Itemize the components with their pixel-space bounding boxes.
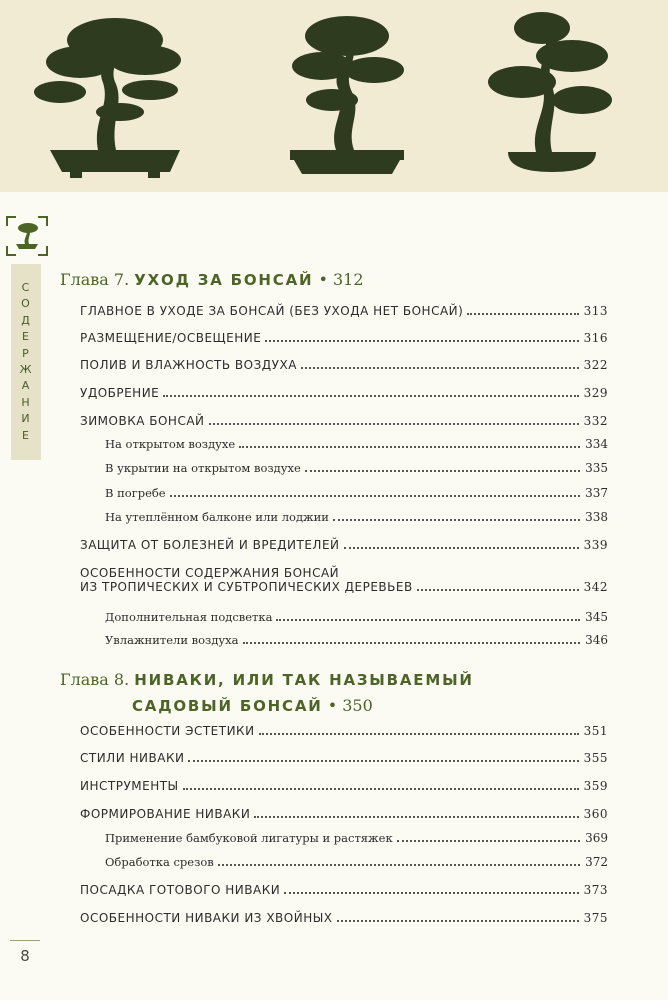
toc-entry <box>80 779 608 793</box>
toc-entry-title: В погребе <box>105 486 166 500</box>
toc-entry-page: 369 <box>585 831 608 845</box>
toc-entry-page: 342 <box>583 580 608 594</box>
toc-entry <box>80 414 608 428</box>
toc-entry <box>80 883 608 897</box>
dot-leader <box>254 816 578 818</box>
toc-entry-title: ПОЛИВ И ВЛАЖНОСТЬ ВОЗДУХА <box>80 358 297 372</box>
toc-entry <box>80 751 608 765</box>
toc-entry-title: На утеплённом балконе или лоджии <box>105 510 329 524</box>
dot-leader <box>259 733 579 735</box>
chapter-7-heading <box>60 270 364 289</box>
bonsai-tree-illustration <box>20 0 210 192</box>
toc-subentry <box>105 855 608 869</box>
chapter-bullet: • <box>327 696 338 715</box>
toc-entry-title: ИНСТРУМЕНТЫ <box>80 779 179 793</box>
chapter-title-line1: НИВАКИ, ИЛИ ТАК НАЗЫВАЕМЫЙ <box>134 671 474 689</box>
toc-entry-page: 313 <box>583 304 608 318</box>
toc-entry-page: 339 <box>583 538 608 552</box>
dot-leader <box>188 760 578 762</box>
dot-leader <box>209 423 579 425</box>
dot-leader <box>183 788 579 790</box>
dot-leader <box>284 892 578 894</box>
dot-leader <box>218 864 580 866</box>
toc-entry-title: ЗИМОВКА БОНСАЙ <box>80 414 205 428</box>
toc-entry-page: 346 <box>585 633 608 647</box>
toc-entry <box>80 386 608 400</box>
toc-entry-title: СТИЛИ НИВАКИ <box>80 751 185 765</box>
toc-entry-title: ПОСАДКА ГОТОВОГО НИВАКИ <box>80 883 281 897</box>
toc-entry-page: 373 <box>583 883 608 897</box>
toc-subentry <box>105 486 608 500</box>
bonsai-corner-logo <box>4 214 50 258</box>
toc-entry <box>80 911 608 925</box>
dot-leader <box>333 519 580 521</box>
toc-subentry <box>105 831 608 845</box>
toc-entry <box>80 724 608 738</box>
dot-leader <box>467 313 578 315</box>
toc-entry <box>80 358 608 372</box>
toc-entry-title: УДОБРЕНИЕ <box>80 386 160 400</box>
dot-leader <box>397 840 580 842</box>
toc-entry-title: Применение бамбуковой лигатуры и растяжек <box>105 831 393 845</box>
toc-subentry <box>105 610 608 624</box>
toc-entry-title: ОСОБЕННОСТИ НИВАКИ ИЗ ХВОЙНЫХ <box>80 911 333 925</box>
toc-entry-page: 360 <box>583 807 608 821</box>
toc-entry-page: 316 <box>583 331 608 345</box>
toc-entry-page: 372 <box>585 855 608 869</box>
dot-leader <box>305 470 580 472</box>
toc-entry-page: 351 <box>583 724 608 738</box>
toc-entry-title: Обработка срезов <box>105 855 214 869</box>
dot-leader <box>243 642 581 644</box>
bonsai-tree-illustration <box>472 0 632 192</box>
chapter-prefix: Глава 7. <box>60 270 130 289</box>
page-number: 8 <box>10 940 40 975</box>
toc-subentry <box>105 633 608 647</box>
toc-entry-page: 337 <box>585 486 608 500</box>
toc-entry-title: Дополнительная подсветка <box>105 610 273 624</box>
bonsai-banner <box>0 0 668 192</box>
dot-leader <box>417 589 579 591</box>
bonsai-tree-illustration <box>262 0 432 192</box>
toc-entry-page: 329 <box>583 386 608 400</box>
toc-entry-title: В укрытии на открытом воздухе <box>105 461 301 475</box>
toc-subentry <box>105 437 608 451</box>
chapter-bullet: • <box>318 270 328 289</box>
side-tab-label: С О Д Е Р Ж А Н И Е <box>19 281 33 442</box>
toc-entry-page: 338 <box>585 510 608 524</box>
chapter-title-line2: САДОВЫЙ БОНСАЙ <box>132 697 323 715</box>
toc-entry-page: 335 <box>585 461 608 475</box>
dot-leader <box>239 446 580 448</box>
toc-entry-title: На открытом воздухе <box>105 437 236 451</box>
toc-entry-title: РАЗМЕЩЕНИЕ/ОСВЕЩЕНИЕ <box>80 331 262 345</box>
toc-entry-page: 375 <box>583 911 608 925</box>
dot-leader <box>344 547 579 549</box>
contents-side-tab <box>11 264 41 460</box>
chapter-page: 312 <box>332 270 364 289</box>
toc-entry-page: 359 <box>583 779 608 793</box>
toc-subentry <box>105 461 608 475</box>
toc-entry <box>80 304 608 318</box>
toc-entry-title: Увлажнители воздуха <box>105 633 239 647</box>
dot-leader <box>163 395 578 397</box>
toc-entry-page: 332 <box>583 414 608 428</box>
toc-entry-title-line1: ОСОБЕННОСТИ СОДЕРЖАНИЯ БОНСАЙ <box>80 566 340 580</box>
dot-leader <box>301 367 579 369</box>
dot-leader <box>337 920 579 922</box>
toc-entry-page: 334 <box>585 437 608 451</box>
toc-entry-title: ГЛАВНОЕ В УХОДЕ ЗА БОНСАЙ (БЕЗ УХОДА НЕТ БОНСАЙ) <box>80 304 464 318</box>
chapter-8-heading <box>60 667 580 719</box>
chapter-page: 350 <box>342 696 373 715</box>
toc-subentry <box>105 510 608 524</box>
toc-entry <box>80 807 608 821</box>
toc-entry-page: 355 <box>583 751 608 765</box>
chapter-title: УХОД ЗА БОНСАЙ <box>134 271 314 289</box>
dot-leader <box>170 495 580 497</box>
toc-entry-title-line2: ИЗ ТРОПИЧЕСКИХ И СУБТРОПИЧЕСКИХ ДЕРЕВЬЕВ <box>80 580 413 594</box>
toc-entry-title: ЗАЩИТА ОТ БОЛЕЗНЕЙ И ВРЕДИТЕЛЕЙ <box>80 538 340 552</box>
chapter-prefix: Глава 8. <box>60 670 130 689</box>
toc-entry <box>80 331 608 345</box>
toc-entry-page: 345 <box>585 610 608 624</box>
toc-entry-page: 322 <box>583 358 608 372</box>
dot-leader <box>265 340 578 342</box>
toc-entry <box>80 538 608 552</box>
toc-entry <box>80 566 608 594</box>
toc-entry-title: ФОРМИРОВАНИЕ НИВАКИ <box>80 807 251 821</box>
dot-leader <box>276 619 580 621</box>
toc-entry-title: ОСОБЕННОСТИ ЭСТЕТИКИ <box>80 724 255 738</box>
